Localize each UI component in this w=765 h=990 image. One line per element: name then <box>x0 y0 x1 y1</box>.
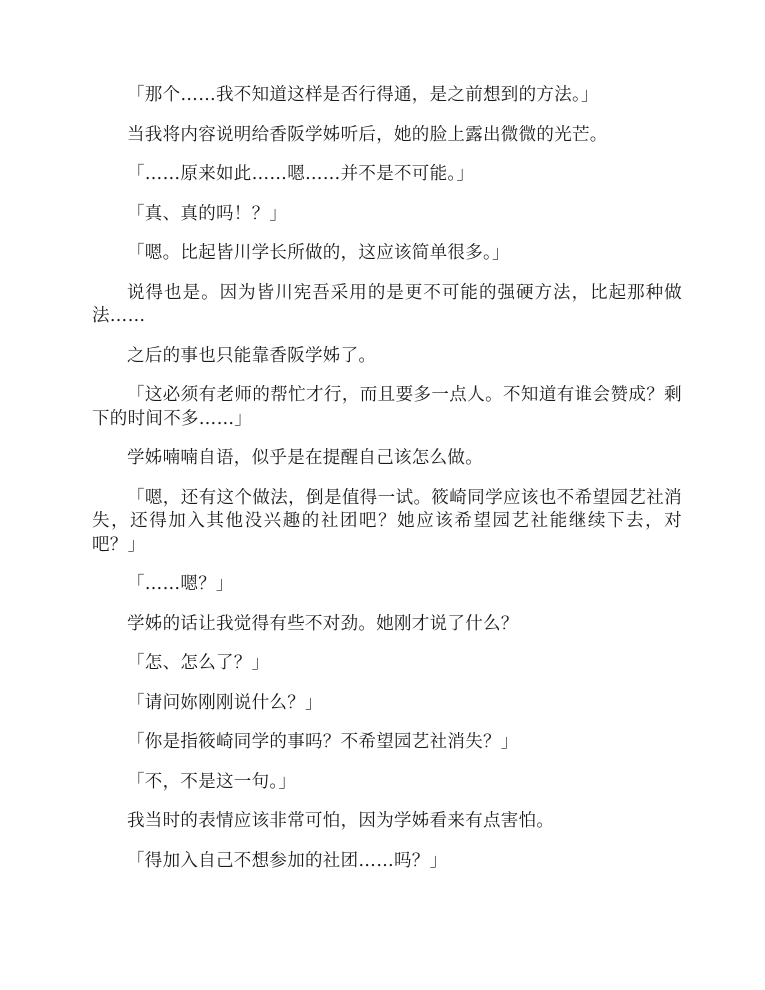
paragraph: 「……原来如此……嗯……并不是不可能。」 <box>127 164 475 184</box>
paragraph: 我当时的表情应该非常可怕，因为学姊看来有点害怕。 <box>127 811 555 831</box>
paragraph: 「嗯。比起皆川学长所做的，这应该简单很多。」 <box>127 243 510 263</box>
paragraph: 学姊喃喃自语，似乎是在提醒自己该怎么做。 <box>127 448 483 468</box>
paragraph: 「真、真的吗！？」 <box>127 203 288 224</box>
paragraph: 说得也是。因为皆川宪吾采用的是更不可能的强硬方法，比起那种做法…… <box>92 282 682 326</box>
document-page <box>92 84 682 889</box>
paragraph: 「这必须有老师的帮忙才行，而且要多一点人。不知道有谁会赞成？剩下的时间不多……」 <box>92 385 682 429</box>
paragraph: 「……嗯？」 <box>127 574 234 594</box>
paragraph: 「你是指筱崎同学的事吗？不希望园艺社消失？」 <box>127 732 519 752</box>
paragraph: 学姊的话让我觉得有些不对劲。她刚才说了什么？ <box>127 613 519 634</box>
paragraph: 「那个……我不知道这样是否行得通，是之前想到的方法。」 <box>127 85 599 105</box>
paragraph: 之后的事也只能靠香阪学姊了。 <box>127 345 377 366</box>
paragraph: 「嗯，还有这个做法，倒是值得一试。筱崎同学应该也不希望园艺社消失，还得加入其他没兴趣的社团吧？她应该希望园艺社能继续下去，对吧？」 <box>92 487 682 555</box>
paragraph: 「得加入自己不想参加的社团……吗？」 <box>127 850 448 871</box>
paragraph: 「请问妳刚刚说什么？」 <box>127 692 323 713</box>
paragraph: 当我将内容说明给香阪学姊听后，她的脸上露出微微的光芒。 <box>127 124 608 145</box>
paragraph: 「不，不是这一句。」 <box>127 771 297 792</box>
paragraph: 「怎、怎么了？」 <box>127 653 270 673</box>
